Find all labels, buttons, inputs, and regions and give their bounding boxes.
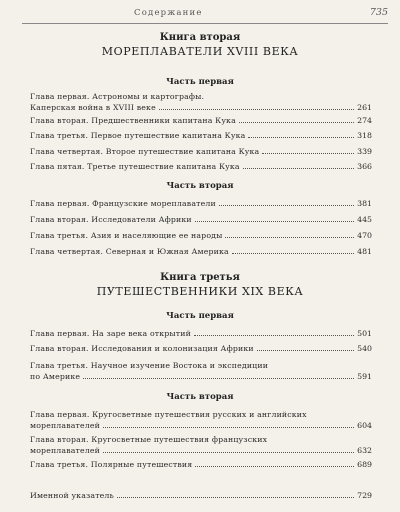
leader-dots xyxy=(195,460,354,467)
leader-dots xyxy=(219,199,354,206)
toc-page-number: 318 xyxy=(357,131,372,140)
toc-page-number: 540 xyxy=(357,344,372,353)
toc-entry-text: Глава вторая. Предшественники капитана Кука xyxy=(30,116,236,125)
leader-dots xyxy=(103,421,354,428)
leader-dots xyxy=(262,147,354,154)
toc-entry[interactable] xyxy=(30,91,372,113)
toc-entry[interactable] xyxy=(30,328,372,339)
toc-entry-text: Глава четвертая. Северная и Южная Америка xyxy=(30,247,229,256)
toc-entry-text: Глава третья. Научное изучение Востока и экспедиции xyxy=(30,361,269,370)
toc-page-number: 481 xyxy=(357,247,372,256)
toc-entry-text: Глава первая. Французские мореплаватели xyxy=(30,199,216,208)
book-3-part-1-title: Часть первая xyxy=(166,311,234,321)
toc-entry-text: Глава вторая. Исследователи Африки xyxy=(30,215,192,224)
toc-entry-text: Глава первая. Кругосветные путешествия русских и английских xyxy=(30,410,307,419)
leader-dots xyxy=(239,116,354,123)
toc-entry[interactable] xyxy=(30,214,372,225)
toc-entry[interactable] xyxy=(30,115,372,126)
book-3-subtitle: ПУТЕШЕСТВЕННИКИ XIX ВЕКА xyxy=(96,285,304,298)
toc-entry-text: Глава вторая. Кругосветные путешествия французских xyxy=(30,435,268,444)
toc-entry-text: Глава вторая. Исследования и колонизация Африки xyxy=(30,344,254,353)
toc-entry[interactable] xyxy=(30,459,372,470)
toc-entry-text: по Америке xyxy=(30,372,81,381)
leader-dots xyxy=(195,215,354,222)
leader-dots xyxy=(117,491,354,498)
toc-entry-text: мореплавателей xyxy=(30,421,100,430)
book-3-part-2-title: Часть вторая xyxy=(166,392,234,402)
toc-page-number: 689 xyxy=(357,460,372,469)
book-2-part-2-title: Часть вторая xyxy=(166,181,234,191)
toc-entry[interactable] xyxy=(30,130,372,141)
book-3-title: Книга третья xyxy=(160,272,240,283)
toc-page-number: 729 xyxy=(357,491,372,500)
leader-dots xyxy=(159,103,354,110)
toc-entry[interactable] xyxy=(30,146,372,157)
toc-page-number: 470 xyxy=(357,231,372,240)
leader-dots xyxy=(248,131,354,138)
leader-dots xyxy=(194,329,354,336)
toc-page-number: 591 xyxy=(357,372,372,381)
toc-entry-text: Глава третья. Азия и населяющие ее народы xyxy=(30,231,223,240)
toc-entry-text: Именной указатель xyxy=(30,491,114,500)
toc-entry[interactable] xyxy=(30,161,372,172)
leader-dots xyxy=(257,344,354,351)
book-2-title: Книга вторая xyxy=(159,32,241,43)
running-title: Содержание xyxy=(134,8,203,18)
running-header xyxy=(22,9,388,24)
toc-entry-index[interactable] xyxy=(30,490,372,501)
leader-dots xyxy=(83,372,354,379)
toc-entry-text: Глава первая. Астрономы и картографы. xyxy=(30,92,205,101)
toc-entry-text: Глава пятая. Третье путешествие капитана Кука xyxy=(30,162,240,171)
leader-dots xyxy=(103,446,354,453)
toc-page-number: 445 xyxy=(357,215,372,224)
toc-page-number: 274 xyxy=(357,116,372,125)
toc-page-number: 339 xyxy=(357,147,372,156)
toc-entry[interactable] xyxy=(30,434,372,456)
book-2-part-1-title: Часть первая xyxy=(166,77,234,87)
toc-page-number: 381 xyxy=(357,199,372,208)
toc-entry-text: Каперская война в XVIII веке xyxy=(30,103,156,112)
toc-page-number: 604 xyxy=(357,421,372,430)
toc-entry[interactable] xyxy=(30,360,372,382)
toc-entry[interactable] xyxy=(30,246,372,257)
toc-page-number: 632 xyxy=(357,446,372,455)
toc-entry[interactable] xyxy=(30,409,372,431)
leader-dots xyxy=(232,247,354,254)
leader-dots xyxy=(243,162,354,169)
toc-entry-text: Глава третья. Первое путешествие капитана Кука xyxy=(30,131,246,140)
toc-entry[interactable] xyxy=(30,343,372,354)
toc-entry-text: мореплавателей xyxy=(30,446,100,455)
toc-page-number: 366 xyxy=(357,162,372,171)
page-number: 735 xyxy=(369,7,388,18)
toc-page-number: 261 xyxy=(357,103,372,112)
toc-page-number: 501 xyxy=(357,329,372,338)
leader-dots xyxy=(225,231,354,238)
book-2-subtitle: МОРЕПЛАВАТЕЛИ XVIII ВЕКА xyxy=(101,45,299,58)
toc-entry-text: Глава третья. Полярные путешествия xyxy=(30,460,193,469)
toc-entry-text: Глава первая. На заре века открытий xyxy=(30,329,191,338)
toc-entry-text: Глава четвертая. Второе путешествие капитана Кука xyxy=(30,147,260,156)
toc-entry[interactable] xyxy=(30,230,372,241)
toc-entry[interactable] xyxy=(30,198,372,209)
